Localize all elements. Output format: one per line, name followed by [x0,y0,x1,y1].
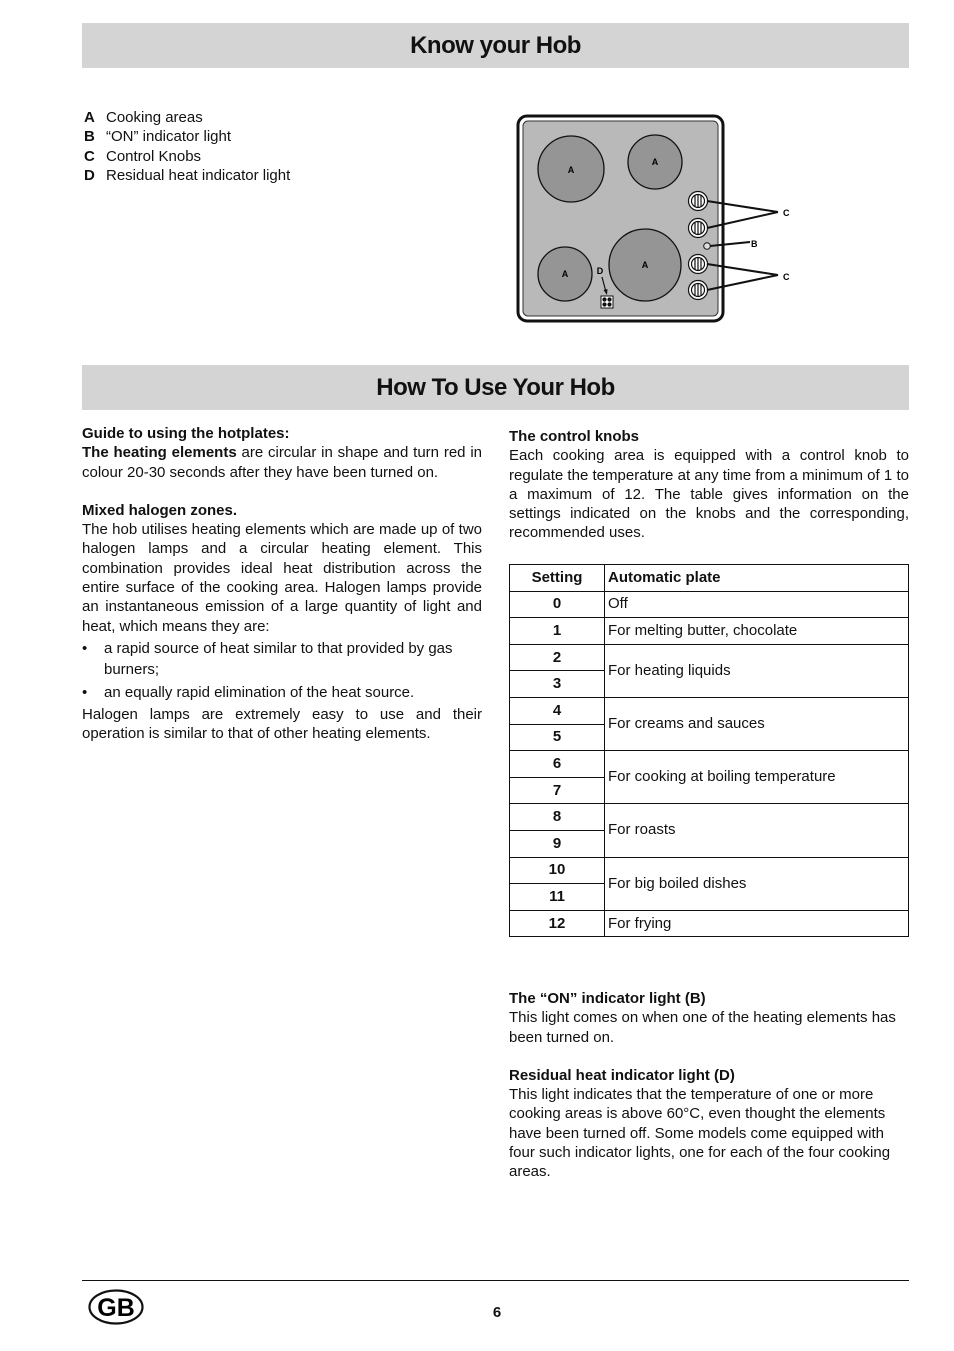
knobs-paragraph: Each cooking area is equipped with a control knob to regulate the temperature at any time from a minimum of 1 to a maximum of 12. The table gives information on the settings indicated on the knobs and the corresponding, recommended uses. [509,447,909,542]
table-row: 5 [510,724,909,751]
how-to-use-title: How To Use Your Hob [82,365,909,410]
table-row: 0 Off [510,591,909,618]
table-row: 3 [510,671,909,698]
area-label: A [651,157,659,167]
table-row: 2 For heating liquids [510,644,909,671]
mixed-heading: Mixed halogen zones. [82,501,238,519]
area-label: A [561,269,569,279]
table-row: 11 [510,884,909,911]
on-indicator-light [704,243,711,250]
right-column [509,427,909,543]
table-row: 12 For frying [510,910,909,937]
list-item: • a rapid source of heat similar to that provided by gas burners; [82,638,482,680]
knobs-heading: The control knobs [509,428,640,445]
list-item: • an equally rapid elimination of the heat source. [82,682,482,703]
control-knob [689,281,708,300]
on-light-heading: The “ON” indicator light (B) [509,990,706,1007]
table-row: 1 For melting butter, chocolate [510,618,909,645]
table-row: 9 [510,830,909,857]
guide-heading: Guide to using the hotplates: [82,425,290,442]
hob-diagram [510,110,810,330]
control-knob [689,255,708,274]
bullet-list [82,638,482,703]
country-code: GB [97,1294,135,1322]
heating-paragraph: The heating elements are circular in shape and turn red in colour 20-30 seconds after they have been turned on. [82,444,482,481]
settings-table [509,564,909,937]
residual-heading: Residual heat indicator light (D) [509,1066,735,1084]
label-d: D [596,266,604,276]
area-label: A [641,260,649,270]
control-knob [689,192,708,211]
legend-item: B “ON” indicator light [84,128,232,146]
residual-heat-indicator [601,296,613,308]
table-row: 10 For big boiled dishes [510,857,909,884]
legend-item: C Control Knobs [84,147,202,165]
table-row: 6 For cooking at boiling temperature [510,751,909,778]
page-number: 6 [492,1304,502,1321]
label-b: B [751,239,758,249]
label-c: C [783,272,790,282]
left-column [82,424,482,744]
mixed-paragraph: The hob utilises heating elements which are made up of two halogen lamps and a circular heating element. This combination provides ideal heat distribution across the entire surface of the cooking area. Halogen lamps provide an instantaneous emission of a large quantity of light and heat, which means they are: [82,521,482,635]
table-header [510,565,909,592]
right-column-lower [509,989,909,1182]
residual-paragraph: This light indicates that the temperature of one or more cooking areas is above 60°C, even thought the elements have been turned off. Some models come equipped with four such indicator lights, one for each of the four cooking areas. [509,1086,891,1181]
table-row: 8 For roasts [510,804,909,831]
legend-item: D Residual heat indicator light [84,166,291,184]
footer-rule [82,1280,909,1281]
label-c: C [783,208,790,218]
country-badge [88,1289,144,1325]
table-row: 4 For creams and sauces [510,697,909,724]
component-legend [84,108,290,185]
table-row: 7 [510,777,909,804]
on-light-paragraph: This light comes on when one of the heating elements has been turned on. [509,1009,896,1046]
know-your-hob-title: Know your Hob [82,23,909,68]
control-knob [689,219,708,238]
area-label: A [567,165,575,175]
header-setting: Setting [510,565,605,592]
legend-item: A Cooking areas [84,109,203,126]
closing-paragraph: Halogen lamps are extremely easy to use and their operation is similar to that of other heating elements. [82,705,482,743]
header-automatic-plate: Automatic plate [605,565,909,592]
